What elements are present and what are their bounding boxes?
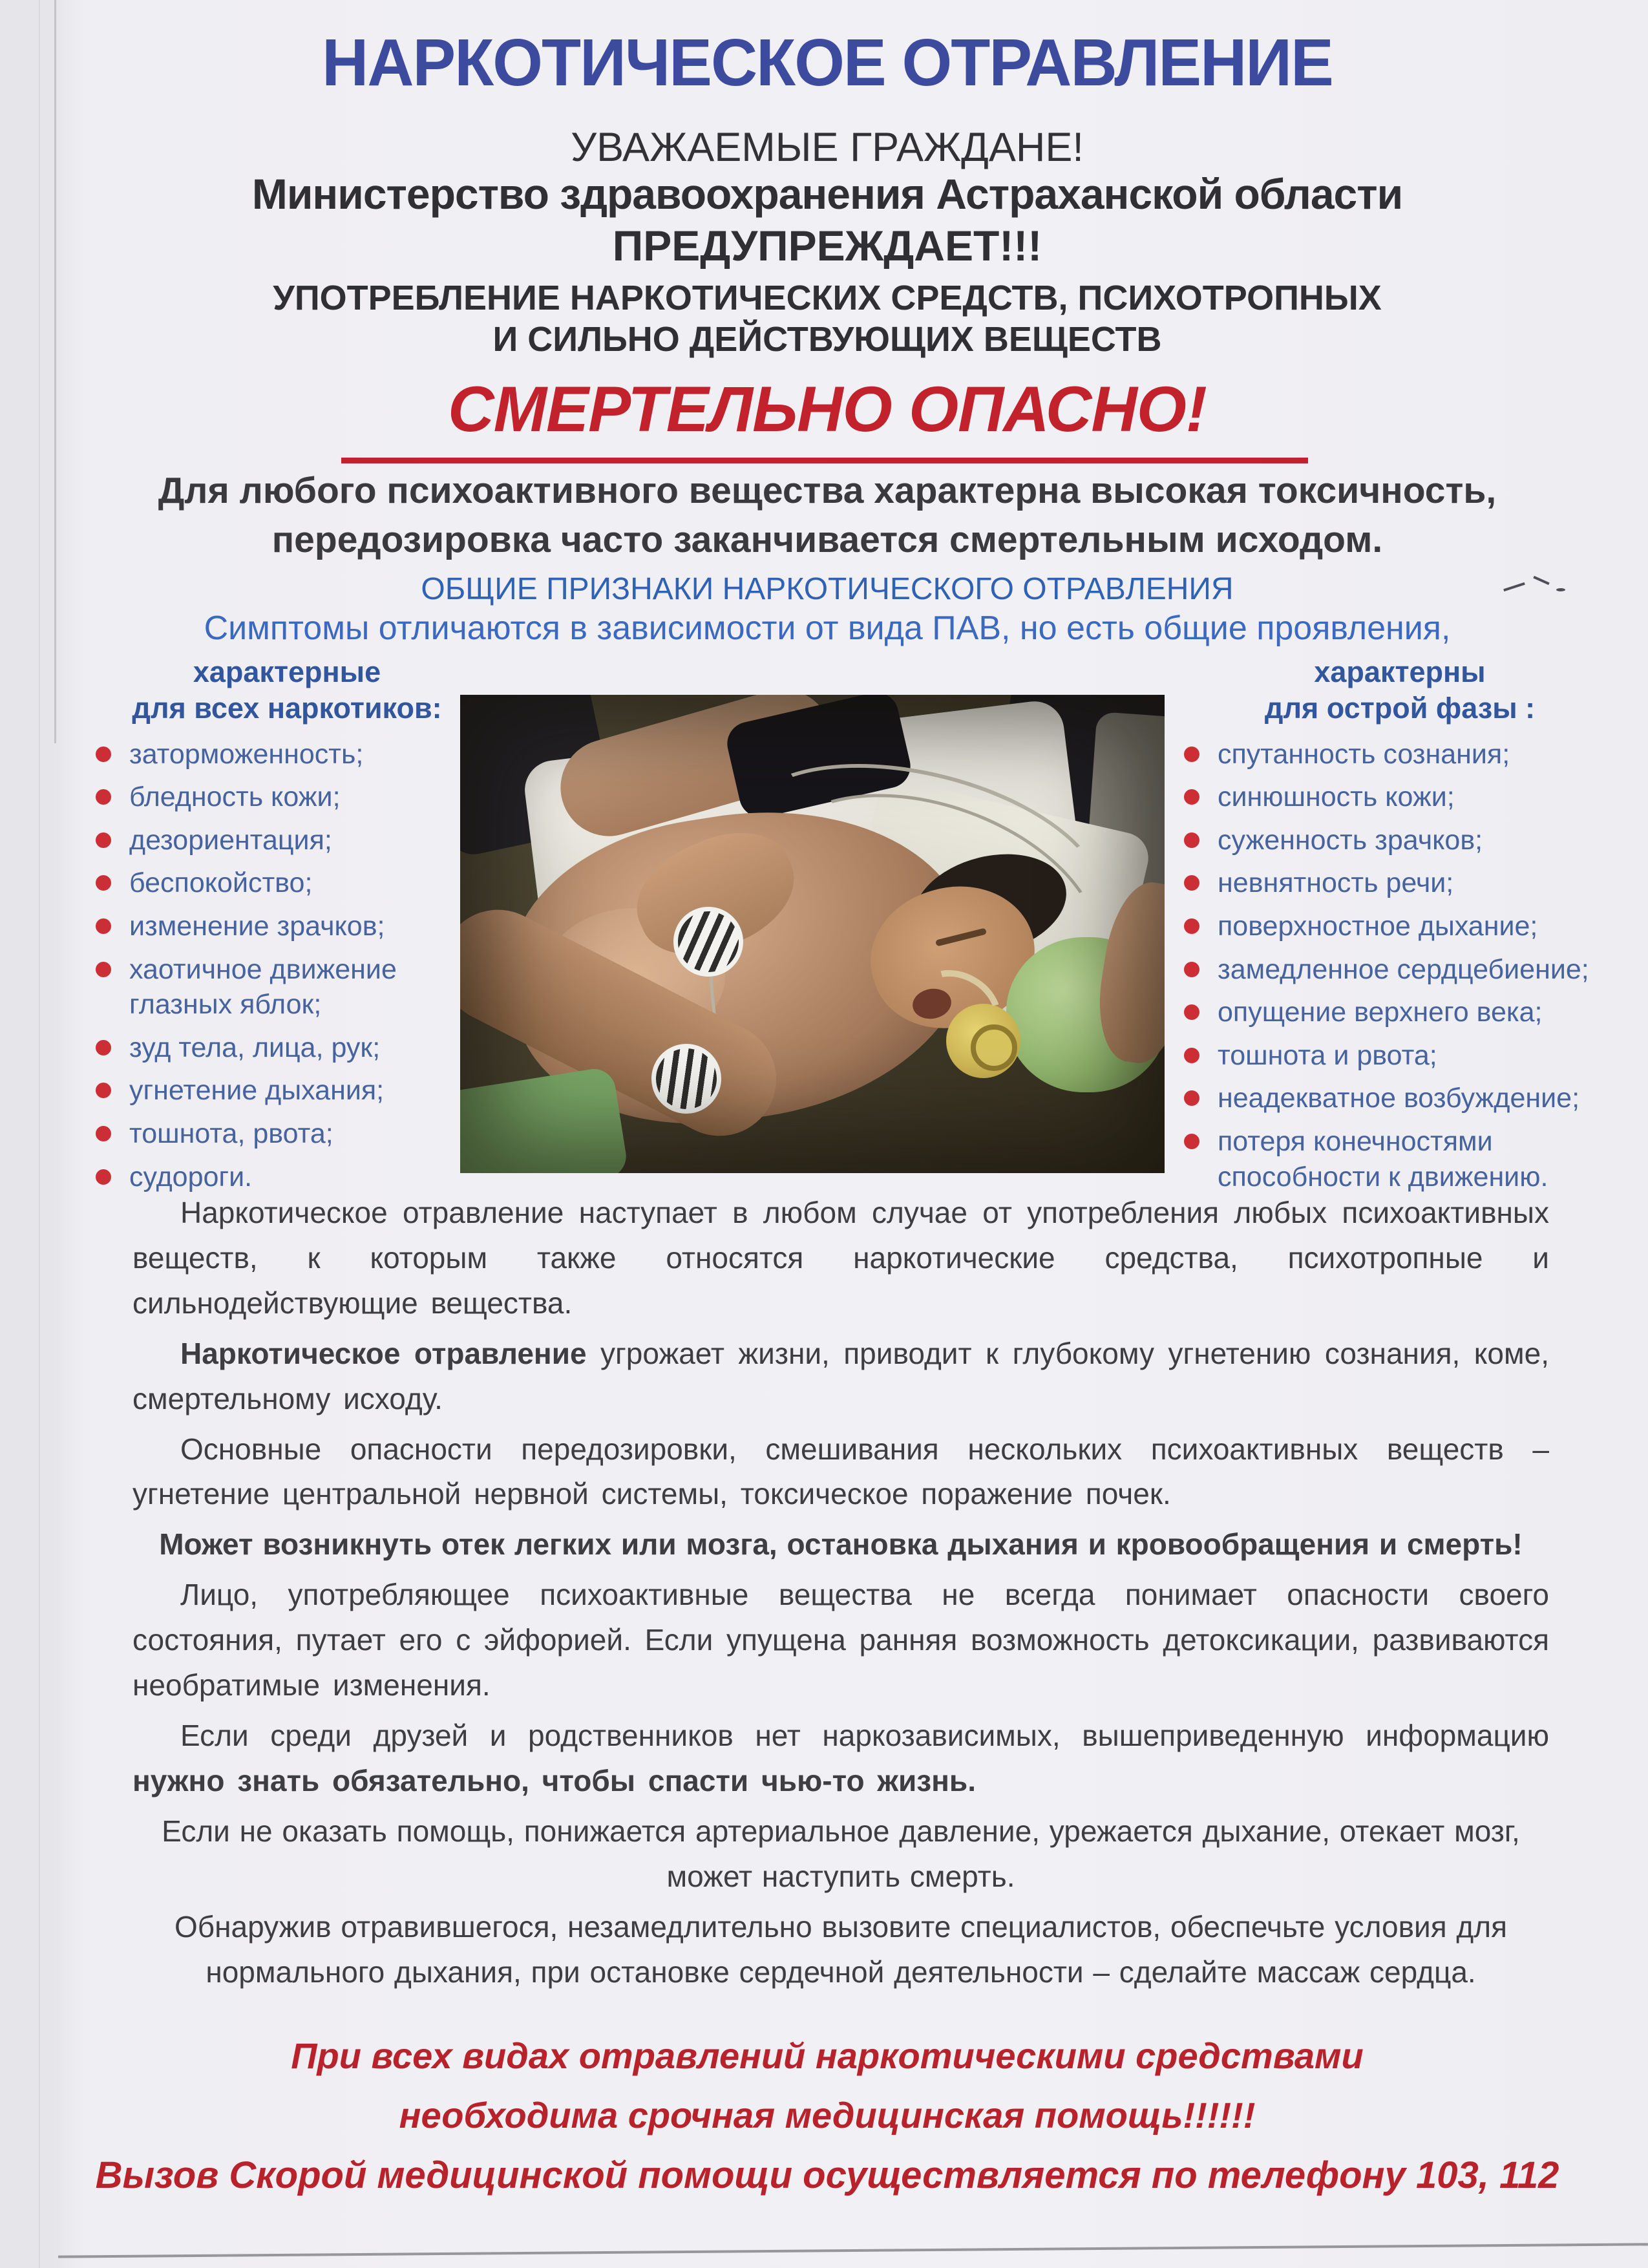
symptoms-column-acute-phase <box>1184 654 1616 1202</box>
body-paragraph <box>132 1191 1549 1326</box>
footer-warning-line1: При всех видах отравлений наркотическими средствами <box>291 2035 1364 2076</box>
symptom-item <box>96 823 478 858</box>
text-run: Если не оказать помощь, понижается артериальное давление, урежается дыхание, отекает мозг, может наступить смерть. <box>162 1814 1520 1893</box>
column-header-line2: для острой фазы : <box>1264 691 1536 725</box>
symptom-text: поверхностное дыхание; <box>1218 911 1538 942</box>
scan-artifact-line <box>58 2243 1648 2258</box>
column-header-line1: характерны <box>1314 655 1486 688</box>
body-paragraph <box>132 1427 1549 1518</box>
symptom-text: заторможенность; <box>129 738 364 770</box>
bullet-icon <box>96 962 111 977</box>
symptom-item <box>96 909 478 944</box>
symptom-text: суженность зрачков; <box>1218 824 1483 856</box>
bullet-icon <box>1184 1004 1199 1020</box>
bullet-icon <box>1184 962 1199 977</box>
bullet-icon <box>96 918 111 934</box>
symptom-item <box>96 865 478 901</box>
text-run: Лицо, употребляющее психоактивные вещества не всегда понимает опасности своего состояния, путает его с эйфорией. Если упущена ранняя возможность детоксикации, развиваются необратимые изменения. <box>132 1578 1549 1702</box>
column-header-line2: для всех наркотиков: <box>132 691 442 725</box>
poster-title: НАРКОТИЧЕСКОЕ ОТРАВЛЕНИЕ <box>322 25 1333 100</box>
text-run: Основные опасности передозировки, смешивания нескольких психоактивных веществ – угнетение центральной нервной системы, токсическое поражение почек. <box>132 1432 1549 1511</box>
symptom-text: судороги. <box>129 1161 253 1192</box>
column-header <box>96 654 478 726</box>
bullet-icon <box>96 747 111 762</box>
danger-heading: СМЕРТЕЛЬНО ОПАСНО! <box>448 373 1207 445</box>
symptom-text: невнятность речи; <box>1218 867 1454 899</box>
text-run: Наркотическое отравление наступает в любом случае от употребления любых психоактивных веществ, к которым также относятся наркотические средства, психотропные и сильнодействующие вещества. <box>132 1196 1549 1320</box>
text-run: угрожает жизни, приводит к глубокому угнетению сознания, коме, смертельному исходу. <box>132 1336 1549 1415</box>
bullet-icon <box>1184 832 1199 848</box>
symptom-text: тошнота и рвота; <box>1218 1039 1437 1071</box>
symptom-item <box>1184 823 1616 858</box>
symptom-text: замедленное сердцебиение; <box>1218 953 1589 985</box>
symptom-item <box>96 737 478 772</box>
ink-scribble <box>1499 574 1570 600</box>
symptom-text: бледность кожи; <box>129 781 341 813</box>
usage-line-1: УПОТРЕБЛЕНИЕ НАРКОТИЧЕСКИХ СРЕДСТВ, ПСИХОТРОПНЫХ <box>273 279 1382 317</box>
toxicity-line-1: Для любого психоактивного вещества характерна высокая токсичность, <box>158 470 1497 511</box>
symptoms-list-all-drugs <box>96 737 478 1195</box>
symptom-text: изменение зрачков; <box>129 911 385 942</box>
symptom-text: синюшность кожи; <box>1218 781 1455 813</box>
symptom-item <box>1184 909 1616 944</box>
danger-underline <box>341 458 1308 463</box>
symptom-text: угнетение дыхания; <box>129 1075 385 1107</box>
symptom-text: зуд тела, лица, рук; <box>129 1032 381 1063</box>
symptom-item <box>96 1160 478 1195</box>
symptom-item <box>1184 995 1616 1030</box>
symptoms-column-all-drugs <box>96 654 478 1202</box>
symptom-text: беспокойство; <box>129 867 313 899</box>
symptom-item <box>96 779 478 815</box>
bold-text: Наркотическое отравление <box>180 1336 587 1370</box>
symptom-text: дезориентация; <box>129 824 332 856</box>
symptom-item <box>1184 779 1616 815</box>
paper-crease <box>54 0 56 743</box>
symptom-text: опущение верхнего века; <box>1218 997 1543 1028</box>
bullet-icon <box>96 1040 111 1055</box>
body-paragraph <box>132 1573 1549 1708</box>
bold-text: Может возникнуть отек легких или мозга, остановка дыхания и кровообращения и смерть! <box>159 1527 1523 1562</box>
bold-text: нужно знать обязательно, чтобы спасти чью-то жизнь. <box>132 1763 976 1797</box>
bullet-icon <box>96 789 111 805</box>
salutation: УВАЖАЕМЫЕ ГРАЖДАНЕ! <box>571 125 1084 170</box>
column-header-line1: характерные <box>193 655 381 688</box>
resuscitation-photo <box>460 695 1165 1173</box>
bullet-icon <box>1184 918 1199 934</box>
warns-line: ПРЕДУПРЕЖДАЕТ!!! <box>612 222 1042 270</box>
toxicity-line-2: передозировка часто заканчивается смертельным исходом. <box>271 519 1383 560</box>
footer-warning-line2: необходима срочная медицинская помощь!!!!!! <box>399 2095 1256 2136</box>
text-run: Обнаружив отравившегося, незамедлительно вызовите специалистов, обеспечьте условия для нормального дыхания, при остановке сердечной деятельности – сделайте массаж сердца. <box>174 1909 1507 1989</box>
bullet-icon <box>96 875 111 891</box>
column-header <box>1184 654 1616 726</box>
symptom-text: неадекватное возбуждение; <box>1218 1083 1580 1114</box>
bullet-icon <box>1184 1090 1199 1106</box>
symptom-item <box>1184 1081 1616 1116</box>
body-paragraph <box>132 1905 1549 1995</box>
symptom-item <box>1184 1124 1616 1194</box>
usage-line-2: И СИЛЬНО ДЕЙСТВУЮЩИХ ВЕЩЕСТВ <box>492 320 1162 359</box>
bullet-icon <box>1184 1134 1199 1149</box>
body-text <box>132 1191 1549 2000</box>
bullet-icon <box>96 1169 111 1185</box>
bullet-icon <box>96 832 111 848</box>
symptom-text: тошнота, рвота; <box>129 1118 333 1150</box>
symptom-item <box>96 952 478 1023</box>
body-paragraph <box>132 1522 1549 1567</box>
bullet-icon <box>96 1126 111 1141</box>
symptom-item <box>1184 1038 1616 1074</box>
ministry-line: Министерство здравоохранения Астраханской области <box>251 170 1403 218</box>
bullet-icon <box>1184 747 1199 762</box>
bullet-icon <box>1184 875 1199 891</box>
symptom-item <box>1184 865 1616 901</box>
symptoms-list-acute-phase <box>1184 737 1616 1195</box>
text-run: Если среди друзей и родственников нет наркозависимых, вышеприведенную информацию <box>180 1718 1549 1752</box>
symptom-text: хаотичное движение глазных яблок; <box>129 953 397 1021</box>
symptom-text: потеря конечностями способности к движению. <box>1218 1126 1548 1192</box>
symptom-item <box>1184 952 1616 988</box>
bullet-icon <box>1184 1048 1199 1063</box>
symptom-item <box>1184 737 1616 772</box>
signs-subheading: Симптомы отличаются в зависимости от вида ПАВ, но есть общие проявления, <box>204 609 1451 647</box>
photo-vignette <box>460 695 1165 1173</box>
symptom-item <box>96 1116 478 1152</box>
paper-edge <box>39 0 40 2268</box>
body-paragraph <box>132 1331 1549 1422</box>
symptom-text: спутанность сознания; <box>1218 738 1510 770</box>
bullet-icon <box>96 1083 111 1098</box>
bullet-icon <box>1184 789 1199 805</box>
body-paragraph <box>132 1713 1549 1804</box>
signs-heading: ОБЩИЕ ПРИЗНАКИ НАРКОТИЧЕСКОГО ОТРАВЛЕНИЯ <box>421 572 1234 606</box>
symptom-item <box>96 1030 478 1066</box>
footer-emergency-phones: Вызов Скорой медицинской помощи осуществляется по телефону 103, 112 <box>95 2154 1559 2196</box>
body-paragraph <box>132 1809 1549 1900</box>
symptom-item <box>96 1073 478 1108</box>
